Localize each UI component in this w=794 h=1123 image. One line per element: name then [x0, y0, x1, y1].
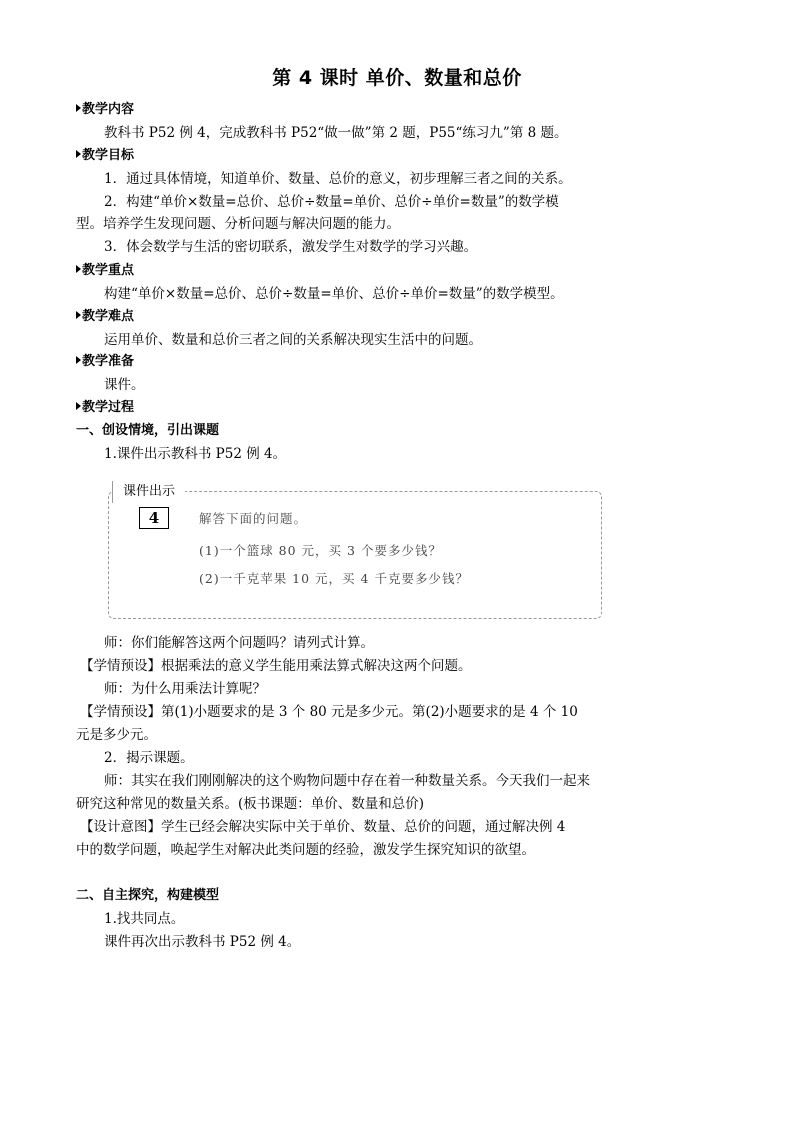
goal-item-3: 3．体会数学与生活的密切联系，激发学生对数学的学习兴趣。 — [104, 239, 478, 255]
triangle-bullet-icon — [76, 150, 81, 158]
triangle-bullet-icon — [76, 356, 81, 364]
courseware-question-1: (1)一个篮球 80 元，买 3 个要多少钱？ — [199, 543, 442, 558]
teacher-line-3-part-1: 师：其实在我们刚刚解决的这个购物问题中存在着一种数量关系。今天我们一起来 — [104, 773, 590, 789]
goal-item-1: 1．通过具体情境，知道单价、数量、总价的意义，初步理解三者之间的关系。 — [104, 171, 572, 187]
teacher-line-1: 师：你们能解答这两个问题吗？请列式计算。 — [104, 635, 374, 651]
section-heading-content: 教学内容 — [76, 101, 134, 119]
triangle-bullet-icon — [76, 104, 81, 112]
part1-step-2: 2．揭示课题。 — [104, 750, 194, 766]
teacher-line-2: 师：为什么用乘法计算呢？ — [104, 681, 266, 697]
goal-item-2-line-1: 2．构建“单价×数量=总价、总价÷数量=单价、总价÷单价=数量”的数学模 — [104, 194, 559, 210]
part2-step-1: 1.找共同点。 — [104, 911, 185, 927]
design-intent-line-2: 中的数学问题，唤起学生对解决此类问题的经验，激发学生探究知识的欲望。 — [76, 842, 535, 858]
page-title: 第 4 课时 单价、数量和总价 — [272, 67, 522, 89]
part2-heading: 二、自主探究，构建模型 — [76, 888, 220, 903]
triangle-bullet-icon — [76, 265, 81, 273]
teacher-line-3-part-2: 研究这种常见的数量关系。(板书课题：单价、数量和总价) — [76, 796, 425, 812]
prediction-2-line-1: 【学情预设】第(1)小题要求的是 3 个 80 元是多少元。第(2)小题要求的是 4 个 10 — [80, 704, 578, 720]
triangle-bullet-icon — [76, 402, 81, 410]
part1-heading: 一、创设情境，引出课题 — [76, 423, 220, 438]
section-heading-process: 教学过程 — [76, 399, 134, 417]
part2-text: 课件再次出示教科书 P52 例 4。 — [104, 934, 301, 950]
preparation-text: 课件。 — [104, 377, 145, 393]
section-heading-key-points: 教学重点 — [76, 262, 134, 280]
courseware-prompt: 解答下面的问题。 — [199, 511, 308, 526]
courseware-question-2: (2)一千克苹果 10 元，买 4 千克要多少钱？ — [199, 571, 469, 586]
key-points-text: 构建“单价×数量=总价、总价÷数量=单价、总价÷单价=数量”的数学模型。 — [104, 286, 564, 302]
part1-step-1: 1.课件出示教科书 P52 例 4。 — [104, 446, 287, 462]
triangle-bullet-icon — [76, 311, 81, 319]
section-heading-preparation: 教学准备 — [76, 353, 134, 371]
section-heading-goals: 教学目标 — [76, 147, 134, 165]
prediction-1: 【学情预设】根据乘法的意义学生能用乘法算式解决这两个问题。 — [80, 658, 472, 674]
goal-item-2-line-2: 型。培养学生发现问题、分析问题与解决问题的能力。 — [76, 216, 400, 232]
example-number-badge: 4 — [139, 507, 169, 529]
prediction-2-line-2: 元是多少元。 — [76, 727, 157, 743]
courseware-tab-label: 课件出示 — [112, 481, 185, 503]
section-heading-difficulties: 教学难点 — [76, 308, 134, 326]
content-text: 教科书 P52 例 4，完成教科书 P52“做一做”第 2 题，P55“练习九”第 8 题。 — [104, 125, 568, 141]
difficulties-text: 运用单价、数量和总价三者之间的关系解决现实生活中的问题。 — [104, 332, 482, 348]
design-intent-line-1: 【设计意图】学生已经会解决实际中关于单价、数量、总价的问题，通过解决例 4 — [80, 819, 566, 835]
